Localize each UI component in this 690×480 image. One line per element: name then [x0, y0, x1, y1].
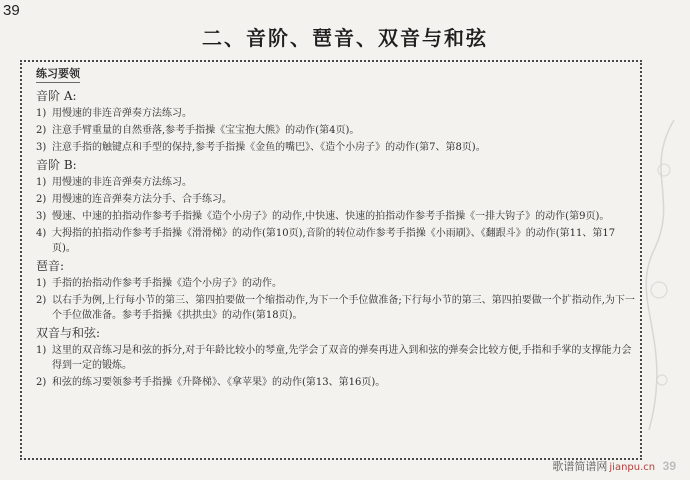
section-heading: 音阶 B: [36, 158, 77, 172]
section-double-notes-chords [36, 325, 636, 390]
section-arpeggio [36, 258, 636, 323]
list-item: 1) 用慢速的非连音弹奏方法练习。 [36, 108, 192, 119]
list-item: 2) 用慢速的连音弹奏方法分手、合手练习。 [36, 194, 232, 205]
list-item: 2) 注意手臂重量的自然垂落,参考手指操《宝宝抱大熊》的动作(第4页)。 [36, 125, 360, 136]
watermark-text: 歌谱简谱网 [552, 460, 608, 473]
section-heading: 双音与和弦: [36, 326, 101, 340]
section-heading: 音阶 A: [36, 89, 77, 103]
page-title: 二、音阶、琶音、双音与和弦 [202, 26, 488, 50]
list-item: 4) 大拇指的拍指动作参考手指操《滑滑梯》的动作(第10页),音阶的转位动作参考手指操《小雨刷》、《翻跟斗》的动作(第11、第17页)。 [36, 228, 616, 254]
page-number-bottom: 39 [662, 459, 676, 473]
section-scale-b [36, 157, 636, 256]
section-heading: 琶音: [36, 259, 65, 273]
list-item: 3) 慢速、中速的拍指动作参考手指操《造个小房子》的动作,中快速、快速的拍指动作参考手指操《一排大钩子》的动作(第9页)。 [36, 211, 610, 222]
page-number-top: 39 [3, 2, 20, 19]
list-item: 2) 和弦的练习要领参考手指操《升降梯》、《拿苹果》的动作(第13、第16页)。 [36, 377, 386, 388]
list-item: 3) 注意手指的触键点和手型的保持,参考手指操《金鱼的嘴巴》、《造个小房子》的动作(第7、第8页)。 [36, 142, 486, 153]
tips-content [36, 66, 636, 392]
list-item: 1) 手指的抬指动作参考手指操《造个小房子》的动作。 [36, 278, 282, 289]
tips-box-title: 练习要领 [36, 66, 80, 83]
list-item: 2) 以右手为例,上行每小节的第三、第四拍要做一个缩指动作,为下一个手位做准备;下行每小节的第三、第四拍要做一个扩指动作,为下一个手位做准备。参考手指操《拱拱虫》的动作(第18页)。 [36, 295, 635, 321]
list-item: 1) 这里的双音练习是和弦的拆分,对于年龄比较小的琴童,先学会了双音的弹奏再进入到和弦的弹奏会比较方便,手指和手掌的支撑能力会得到一定的锻炼。 [36, 345, 632, 371]
watermark-url: jianpu.cn [609, 462, 656, 473]
site-watermark [552, 458, 676, 474]
section-scale-a [36, 88, 636, 155]
list-item: 1) 用慢速的非连音弹奏方法练习。 [36, 177, 192, 188]
